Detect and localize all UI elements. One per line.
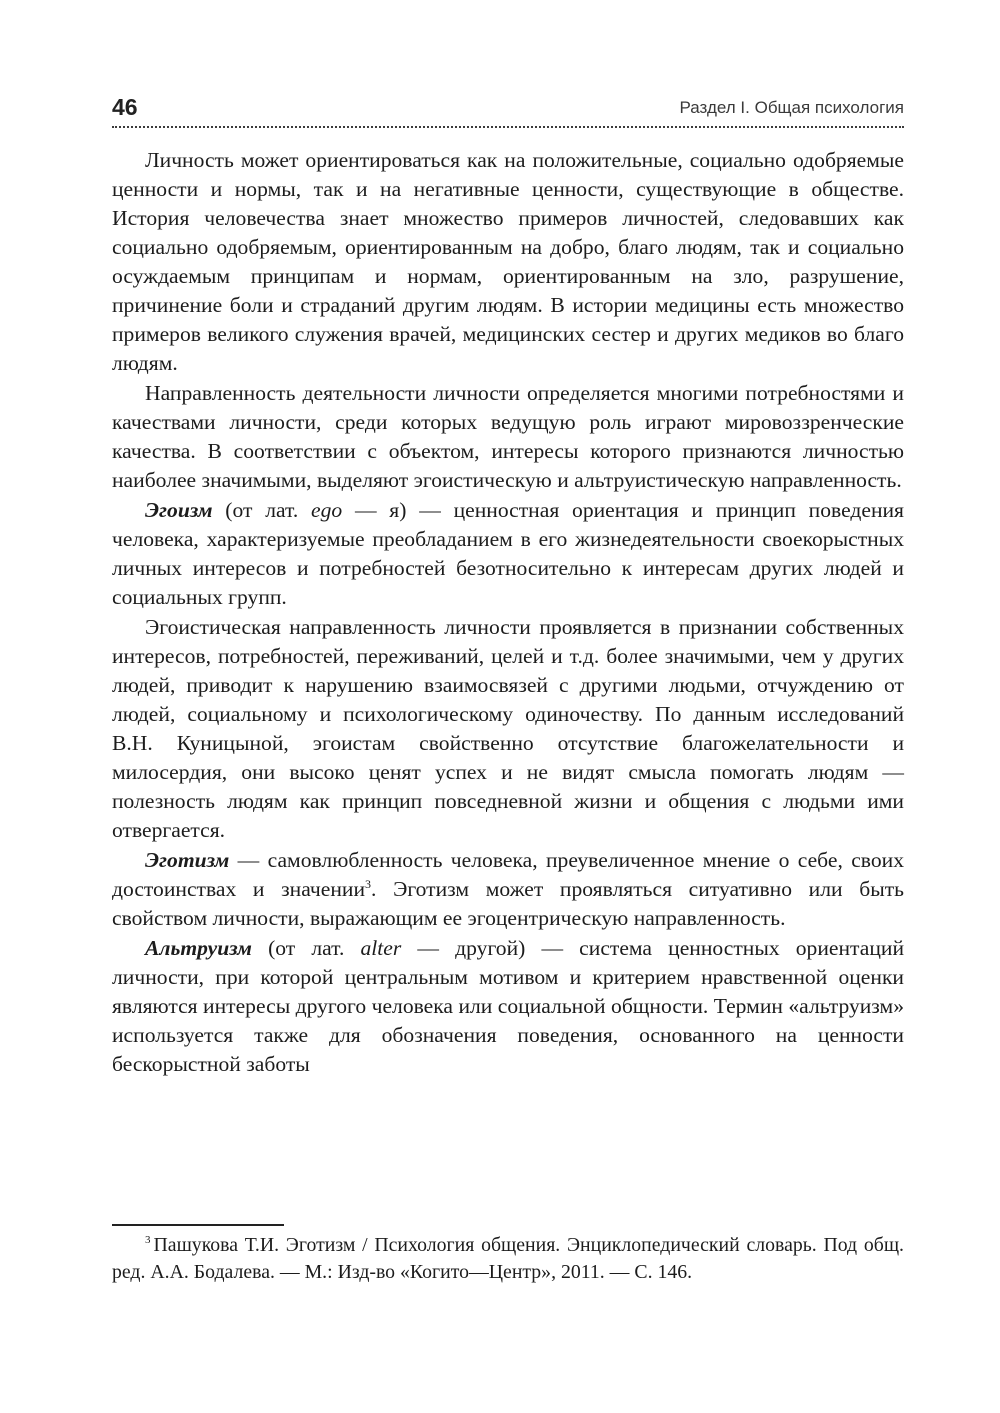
page-header (112, 92, 904, 128)
term-egoism: Эгоизм (145, 498, 213, 522)
text-fragment: — самовлюбленность человека, преувеличенное мнение о себе, своих достоинствах и значении (112, 848, 904, 901)
footnote (112, 1232, 904, 1285)
text-fragment: (от лат. (212, 498, 311, 522)
text-fragment: (от лат. (251, 936, 361, 960)
text-fragment: — я) — ценностная ориентация и принцип поведения человека, характеризуемые преобладанием в его жизнедеятельности своекорыстных личных интересов и потребностей безотносительно к интересам других людей и социальных групп. (112, 498, 904, 609)
running-head: Раздел I. Общая психология (679, 98, 904, 117)
footnote-divider (112, 1224, 284, 1226)
text-fragment: . Эготизм может проявляться ситуативно или быть свойством личности, выражающим ее эгоцентрическую направленность. (112, 877, 904, 930)
footnote-number: 3 (145, 1234, 151, 1247)
footnote-reference[interactable]: 3 (365, 876, 372, 891)
paragraph-egotism (112, 846, 904, 933)
footnote-text (112, 1232, 904, 1285)
term-altruism: Альтруизм (145, 936, 252, 960)
latin-word: alter (360, 936, 402, 960)
body-text (112, 146, 904, 1080)
term-egotism: Эготизм (145, 848, 230, 872)
paragraph-egoism (112, 496, 904, 612)
text-fragment: — другой) — система ценностных ориентаций личности, при которой центральным мотивом и критерием нравственной оценки являются интересы другого человека или социальной общности. Термин «альтруизм» используется также для обозначения поведения, основанного на ценности бескорыстной заботы (112, 936, 904, 1076)
footnote-body: Пашукова Т.И. Эготизм / Психология общения. Энциклопедический словарь. Под общ. ред. А.А. Бодалева. — М.: Изд-во «Когито—Центр», 2011. — С. 146. (112, 1234, 904, 1283)
paragraph: Эгоистическая направленность личности проявляется в признании собственных интересов, потребностей, переживаний, целей и т.д. более значимыми, чем у других людей, приводит к нарушению взаимосвязей с другими людьми, отчуждению от людей, социальному и психологическому одиночеству. По данным исследований В.Н. Куницыной, эгоистам свойственно отсутствие благожелательности и милосердия, они высоко ценят успех и не видят смысла помогать людям — полезность людям как принцип повседневной жизни и общения с людьми ими отвергается. (112, 615, 904, 842)
paragraph: Направленность деятельности личности определяется многими потребностями и качествами личности, среди которых ведущую роль играют мировоззренческие качества. В соответствии с объектом, интересы которого признаются личностью наиболее значимыми, выделяют эгоистическую и альтруистическую направленность. (112, 381, 904, 492)
paragraph-altruism (112, 934, 904, 1079)
page-number: 46 (112, 94, 138, 120)
paragraph: Личность может ориентироваться как на положительные, социально одобряемые ценности и нормы, так и на негативные ценности, существующие в обществе. История человечества знает множество примеров личностей, следовавших как социально одобряемым, ориентированным на добро, благо людям, так и социально осуждаемым принципам и нормам, ориентированным на зло, разрушение, причинение боли и страданий другим людям. В истории медицины есть множество примеров великого служения врачей, медицинских сестер и других медиков во благо людям. (112, 148, 904, 375)
latin-word: ego (310, 498, 343, 522)
